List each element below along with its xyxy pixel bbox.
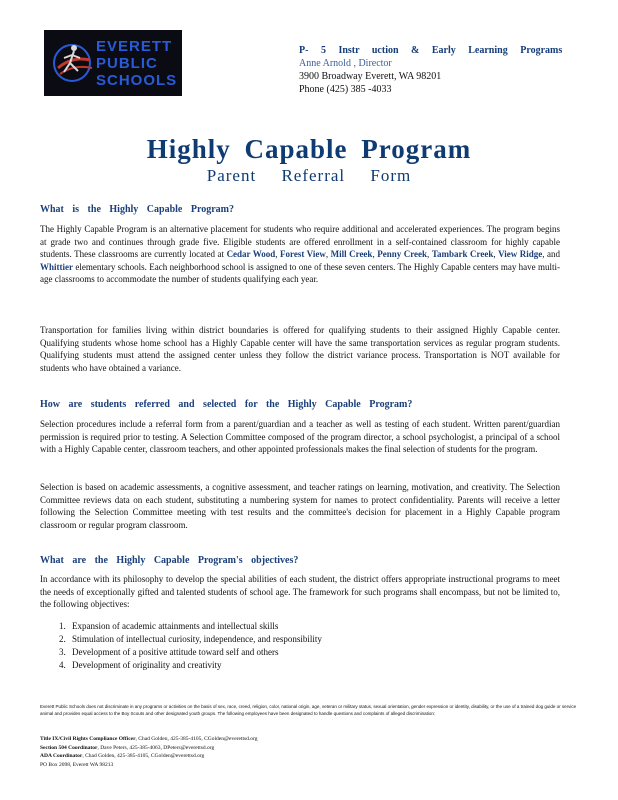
district-logo xyxy=(44,30,182,96)
title-ix-contact xyxy=(40,735,580,744)
ada-label: ADA Coordinator xyxy=(40,753,83,759)
paragraph-what: The Highly Capable Program is an alternative placement for students who require additional and accelerated experiences. The program begins at grade two and continues through grade five. Eligible students are offered enrollment in a self-contained classroom for highly capable students. These classrooms are currently located at Cedar Wood, Forest View, Mill Creek, Penny Creek, Tambark Creek, View Ridge, and Whittier elementary schools. Each neighborhood school is assigned to one of these seven centers. The Highly Capable centers may have multi-age classrooms to accommodate the number of students qualifying each year. xyxy=(40,224,561,284)
ada-contact xyxy=(40,752,580,761)
logo-line-3: SCHOOLS xyxy=(96,72,178,89)
department-name: P- 5 Instr uction & Early Learning Programs xyxy=(299,45,563,56)
title-ix-label: Title IX/Civil Rights Compliance Officer xyxy=(40,736,136,742)
nondiscrimination-notice: Everett Public Schools does not discriminate in any programs or activities on the basis of sex, race, creed, religion, color, national origin, age, veteran or military status, sexual orientation, gender expression or identity, disability, or the use of a trained dog guide or service animal and provides equal access to the Boy Scouts and other designated youth groups. The following employees have been designated to handle questions and complaints of alleged discrimination: xyxy=(40,704,577,716)
paragraph-selection: Selection procedures include a referral form from a parent/guardian and a teacher as well as testing of each student. Written parent/guardian permission is required prior to testing. A Selection Committee composed of the program director, a school psychologist, a principal of a school with a Highly Capable center, classroom teachers, and other appointed professionals makes the final selection of students for the program. xyxy=(40,419,560,454)
po-box: PO Box 2098, Everett WA 98213 xyxy=(40,761,114,768)
school-penny-creek: Penny Creek xyxy=(377,249,428,259)
school-tambark-creek: Tambark Creek xyxy=(431,249,494,259)
what-and: and xyxy=(547,249,561,259)
paragraph-transportation: Transportation for families living within district boundaries is offered for qualifying students to their assigned Highly Capable center. Qualifying students whose home school has a Highly Capable center will have the same transportation services as regular program students. Qualifying students must attend the assigned center unless they follow the district variance process. Transportation is NOT available for students who have obtained a variance. xyxy=(40,325,560,373)
objective-item: 1. Expansion of academic attainments and intellectual skills xyxy=(68,620,488,633)
page-subtitle: Parent Referral Form xyxy=(206,166,412,185)
school-cedar-wood: Cedar Wood xyxy=(226,249,276,259)
page-title: Highly Capable Program xyxy=(146,134,472,164)
section-504-value: , Dave Peters, 425-385-4063, DPeters@everettsd.org xyxy=(97,744,215,751)
paragraph-objectives: In accordance with its philosophy to develop the special abilities of each student, the district offers appropriate instructional programs to meet the needs of exceptionally gifted and talented students of school age. The framework for such programs shall encompass, but not be limited to, the following objectives: xyxy=(40,574,560,609)
section-heading-what: What is the Highly Capable Program? xyxy=(40,204,234,215)
objective-item: 3. Development of a positive attitude toward self and others xyxy=(68,646,488,659)
phone: Phone (425) 385 -4033 xyxy=(299,84,392,95)
school-mill-creek: Mill Creek xyxy=(330,249,373,259)
logo-line-1: EVERETT xyxy=(96,38,173,55)
objective-item: 4. Development of originality and creativity xyxy=(68,659,488,672)
objective-item: 2. Stimulation of intellectual curiosity, independence, and responsibility xyxy=(68,633,488,646)
runner-icon xyxy=(50,38,98,88)
objectives-list xyxy=(40,620,488,672)
section-504-contact xyxy=(40,744,580,753)
logo-line-2: PUBLIC xyxy=(96,55,158,72)
address: 3900 Broadway Everett, WA 98201 xyxy=(299,71,442,82)
ada-value: , Chad Golden, 425-385-4105, CGolden@everettsd.org xyxy=(82,753,205,759)
director-name: Anne Arnold , Director xyxy=(299,58,392,69)
title-ix-value: , Chad Golden, 425-385-4105, CGolden@everettsd.org xyxy=(135,736,258,742)
paragraph-criteria: Selection is based on academic assessments, a cognitive assessment, and teacher ratings on learning, motivation, and creativity. The Selection Committee reviews data on each student, substituting a numbering system for names to protect confidentiality. Parents will receive a letter following the Selection Committee meeting with test results and the committee's decision for placement in a Highly Capable program classroom or regular program classroom. xyxy=(40,482,560,530)
what-intro: The Highly Capable Program is an alternative placement for students who require additional and accelerated experiences. The program begins at grade two and continues through grade five. Eligible students are offered enrollment in a self-contained classroom for highly capable students. These classrooms are currently located at xyxy=(40,224,560,259)
school-view-ridge: View Ridge xyxy=(498,249,543,259)
section-heading-how: How are students referred and selected for the Highly Capable Program? xyxy=(40,399,413,410)
compliance-contacts xyxy=(40,735,580,769)
school-whittier: Whittier xyxy=(40,261,73,272)
what-rest: elementary schools. Each neighborhood school is assigned to one of these seven centers. The Highly Capable centers may have multi-age classrooms to accommodate the number of students qualifying each year. xyxy=(40,261,560,284)
school-forest-view: Forest View xyxy=(280,249,326,259)
letterhead xyxy=(299,44,562,96)
section-heading-objectives: What are the Highly Capable Program's objectives? xyxy=(40,555,299,566)
section-504-label: Section 504 Coordinator xyxy=(40,744,98,751)
